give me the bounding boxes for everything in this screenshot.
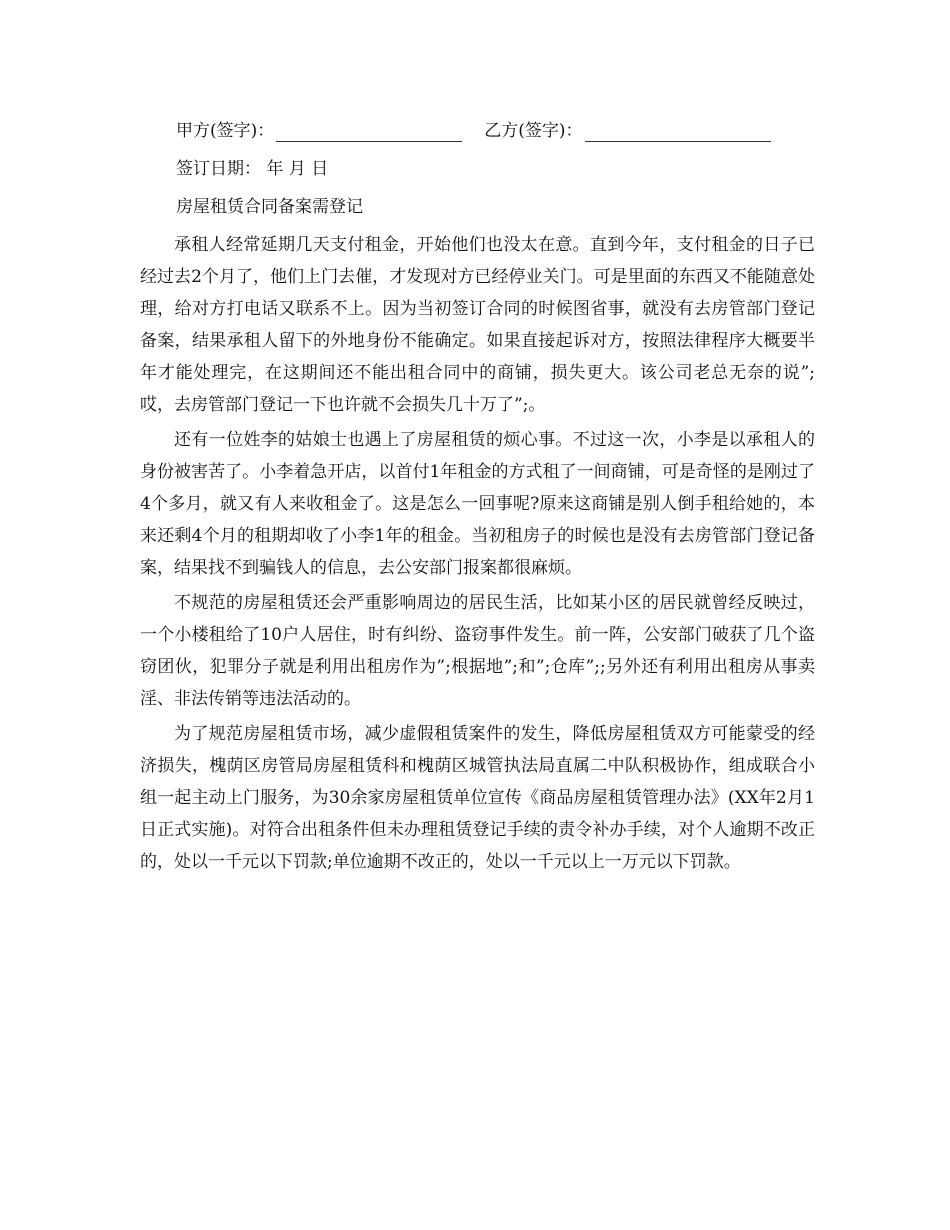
party-b-label: 乙方(签字)：: [484, 121, 583, 141]
paragraph-3: 不规范的房屋租赁还会严重影响周边的居民生活，比如某小区的居民就曾经反映过，一个小楼租给了10户人居住，时有纠纷、盗窃事件发生。前一阵，公安部门破获了几个盗窃团伙，犯罪分子就是利用出租房作为”;根据地”;和”;仓库”;;另外还有利用出租房从事卖淫、非法传销等违法活动的。: [140, 593, 815, 709]
party-b-signature-line: [585, 115, 771, 142]
paragraph-2: 还有一位姓李的姑娘士也遇上了房屋租赁的烦心事。不过这一次，小李是以承租人的身份被害苦了。小李着急开店，以首付1年租金的方式租了一间商铺，可是奇怪的是刚过了4个多月，就又有人来收租金了。这是怎么一回事呢?原来这商铺是别人倒手租给她的，本来还剩4个月的租期却收了小李1年的租金。当初租房子的时候也是没有去房管部门登记备案，结果找不到骗钱人的信息，去公安部门报案都很麻烦。: [140, 430, 815, 578]
document-body: [140, 112, 815, 878]
paragraph-4: 为了规范房屋租赁市场，减少虚假租赁案件的发生，降低房屋租赁双方可能蒙受的经济损失，槐荫区房管局房屋租赁科和槐荫区城管执法局直属二中队积极协作，组成联合小组一起主动上门服务，为30余家房屋租赁单位宣传《商品房屋租赁管理办法》(XX年2月1日正式实施)。对符合出租条件但未办理租赁登记手续的责令补办手续，对个人逾期不改正的，处以一千元以下罚款;单位逾期不改正的，处以一千元以上一万元以下罚款。: [140, 724, 815, 872]
party-a-signature-line: [276, 115, 462, 142]
sign-date: 签订日期： 年 月 日: [176, 159, 329, 179]
section-title: 房屋租赁合同备案需登记: [176, 197, 363, 217]
paragraph-1: 承租人经常延期几天支付租金，开始他们也没太在意。直到今年，支付租金的日子已经过去2个月了，他们上门去催，才发现对方已经停业关门。可是里面的东西又不能随意处理，给对方打电话又联系不上。因为当初签订合同的时候图省事，就没有去房管部门登记备案，结果承租人留下的外地身份不能确定。如果直接起诉对方，按照法律程序大概要半年才能处理完，在这期间还不能出租合同中的商铺，损失更大。该公司老总无奈的说”;哎，去房管部门登记一下也许就不会损失几十万了”;。: [140, 235, 815, 415]
party-a-label: 甲方(签字)：: [176, 121, 275, 141]
signature-row: [140, 112, 815, 150]
